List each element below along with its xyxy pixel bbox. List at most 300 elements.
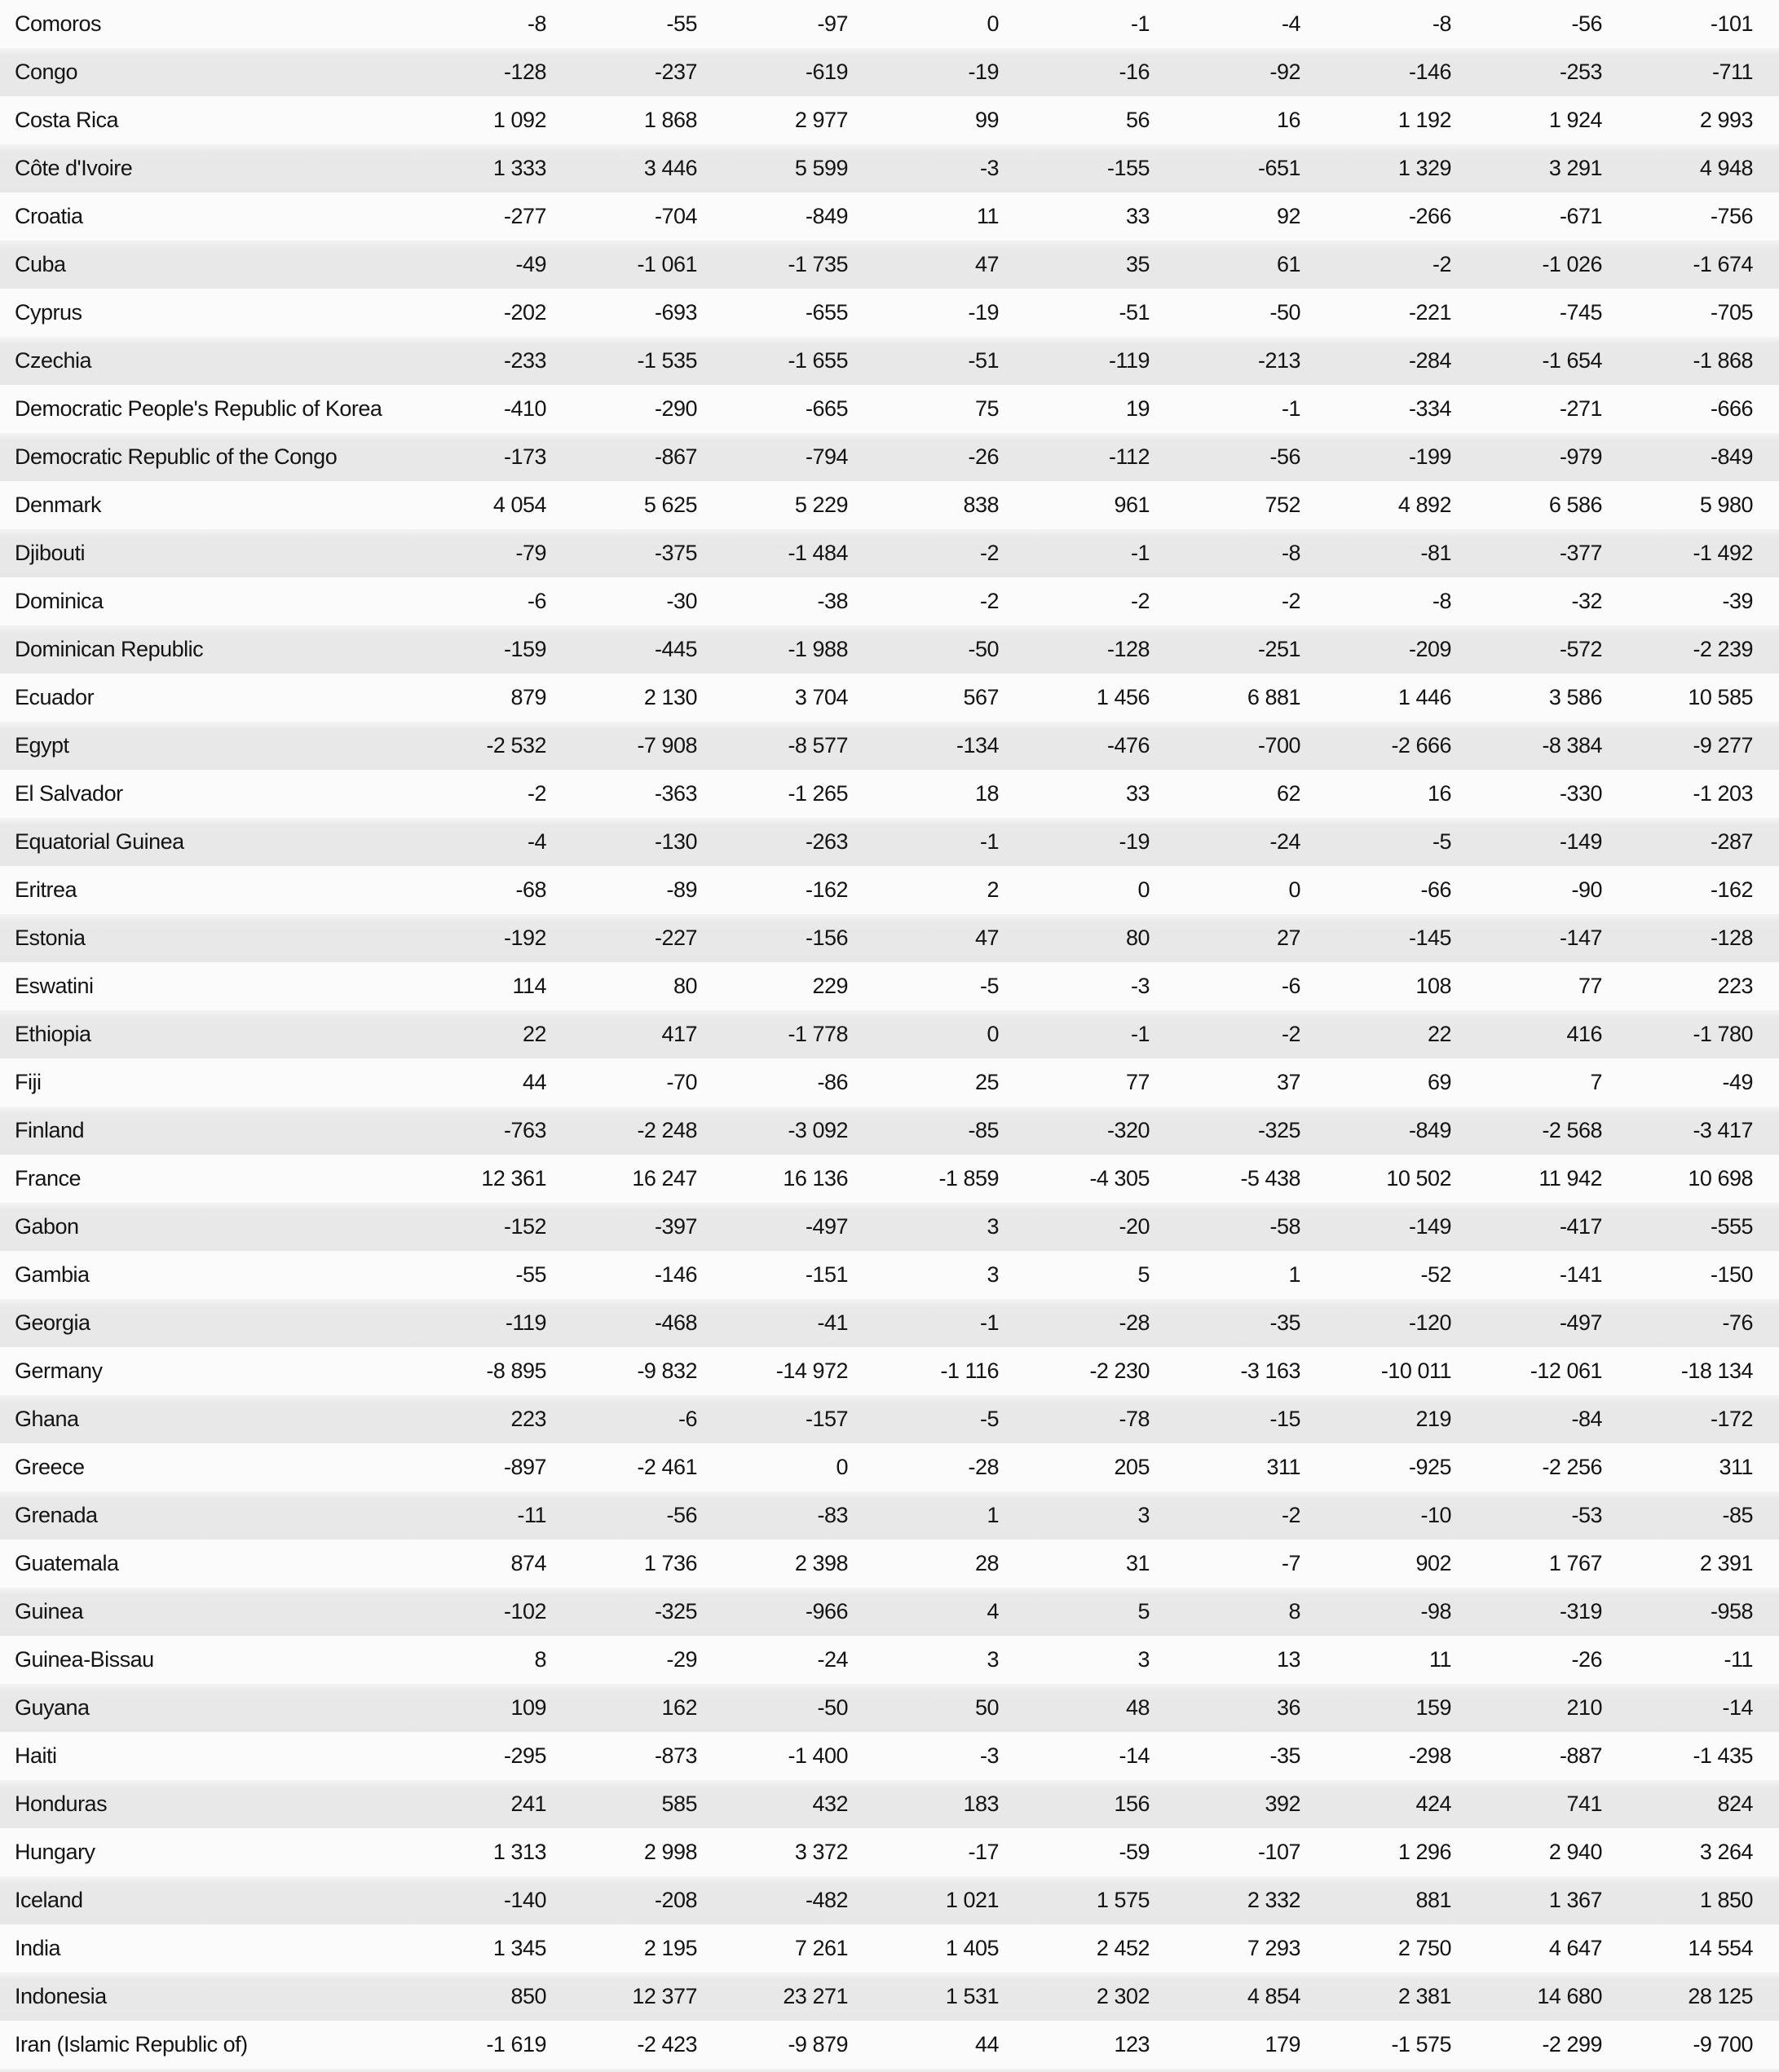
table-row [0, 385, 1779, 433]
table-row [0, 1107, 1779, 1155]
value-cell: -266 [1408, 204, 1451, 228]
value-cell: -38 [817, 589, 848, 613]
value-cell: -287 [1710, 829, 1753, 854]
value-cell: -26 [1571, 1647, 1602, 1672]
table-row [0, 625, 1779, 674]
table-row [0, 914, 1779, 962]
value-cell: -320 [1106, 1118, 1150, 1142]
value-cell: -849 [1408, 1118, 1451, 1142]
value-cell: -128 [1710, 926, 1753, 950]
value-cell: -2 [1130, 589, 1150, 613]
country-name-cell: Djibouti [15, 541, 86, 565]
value-cell: -666 [1710, 396, 1753, 421]
value-cell: 162 [661, 1695, 697, 1720]
value-cell: -119 [1108, 348, 1150, 373]
value-cell: -24 [817, 1647, 848, 1672]
value-cell: -50 [968, 637, 999, 661]
country-name-cell: Hungary [15, 1840, 95, 1864]
value-cell: -140 [503, 1888, 546, 1912]
value-cell: -482 [805, 1888, 848, 1912]
country-name-cell: France [15, 1166, 82, 1191]
country-name-cell: Finland [15, 1118, 85, 1142]
value-cell: -284 [1408, 348, 1451, 373]
value-cell: 1 333 [492, 156, 546, 180]
country-name-cell: El Salvador [15, 781, 123, 806]
value-cell: 22 [522, 1022, 546, 1046]
country-name-cell: Dominica [15, 589, 104, 613]
value-cell: -162 [805, 877, 848, 902]
value-cell: 13 [1276, 1647, 1300, 1672]
value-cell: -20 [1119, 1214, 1150, 1239]
value-cell: 4 948 [1699, 156, 1753, 180]
value-cell: -887 [1559, 1743, 1602, 1768]
value-cell: 108 [1415, 974, 1451, 998]
value-cell: -1 868 [1693, 348, 1753, 373]
value-cell: 1 [1288, 1262, 1300, 1287]
value-cell: -172 [1710, 1407, 1753, 1431]
table-row [0, 577, 1779, 625]
value-cell: -97 [817, 11, 848, 36]
value-cell: -120 [1408, 1310, 1451, 1335]
country-name-cell: Ghana [15, 1407, 79, 1431]
value-cell: -68 [515, 877, 546, 902]
value-cell: 850 [510, 1984, 546, 2008]
value-cell: 0 [987, 11, 999, 36]
value-cell: 16 136 [783, 1166, 848, 1191]
value-cell: -873 [654, 1743, 697, 1768]
value-cell: 5 980 [1699, 493, 1753, 517]
value-cell: -671 [1559, 204, 1602, 228]
value-cell: 8 [1288, 1599, 1300, 1624]
value-cell: 1 296 [1397, 1840, 1451, 1864]
value-cell: -745 [1559, 300, 1602, 325]
value-cell: 156 [1114, 1791, 1150, 1816]
value-cell: -445 [654, 637, 697, 661]
table-row [0, 1924, 1779, 1973]
value-cell: -375 [654, 541, 697, 565]
value-cell: -263 [805, 829, 848, 854]
value-cell: -28 [1119, 1310, 1150, 1335]
value-cell: -53 [1571, 1503, 1602, 1527]
value-cell: -145 [1408, 926, 1451, 950]
value-cell: 2 381 [1397, 1984, 1451, 2008]
value-cell: 824 [1717, 1791, 1753, 1816]
value-cell: -1 674 [1693, 252, 1753, 276]
value-cell: 62 [1276, 781, 1300, 806]
value-cell: -2 423 [637, 2032, 697, 2057]
value-cell: -128 [503, 60, 546, 84]
value-cell: -208 [654, 1888, 697, 1912]
value-cell: -1 203 [1693, 781, 1753, 806]
value-cell: -2 248 [637, 1118, 697, 1142]
table-row [0, 1828, 1779, 1876]
value-cell: 50 [974, 1695, 999, 1720]
value-cell: 961 [1114, 493, 1150, 517]
table-row [0, 1010, 1779, 1058]
value-cell: 3 446 [643, 156, 697, 180]
value-cell: -2 [1281, 589, 1300, 613]
value-cell: -149 [1408, 1214, 1451, 1239]
table-row [0, 1684, 1779, 1732]
country-name-cell: Haiti [15, 1743, 57, 1768]
value-cell: -756 [1710, 204, 1753, 228]
value-cell: -277 [503, 204, 546, 228]
value-cell: -2 666 [1391, 733, 1451, 758]
value-cell: -81 [1420, 541, 1451, 565]
value-cell: 1 405 [945, 1936, 999, 1960]
table-row [0, 1780, 1779, 1828]
value-cell: -979 [1559, 444, 1602, 469]
value-cell: -711 [1711, 60, 1753, 84]
value-cell: 1 192 [1397, 108, 1451, 132]
value-cell: 585 [661, 1791, 697, 1816]
country-name-cell: Germany [15, 1359, 103, 1383]
value-cell: 229 [812, 974, 848, 998]
value-cell: -50 [1269, 300, 1300, 325]
value-cell: -107 [1257, 1840, 1300, 1864]
value-cell: 205 [1114, 1455, 1150, 1479]
value-cell: -655 [805, 300, 848, 325]
value-cell: -15 [1269, 1407, 1300, 1431]
value-cell: 7 [1590, 1070, 1602, 1094]
value-cell: 311 [1719, 1455, 1753, 1479]
country-name-cell: Gabon [15, 1214, 79, 1239]
value-cell: 417 [661, 1022, 697, 1046]
value-cell: 35 [1125, 252, 1150, 276]
value-cell: -319 [1559, 1599, 1602, 1624]
value-cell: -7 [1281, 1551, 1300, 1575]
value-cell: 1 [987, 1503, 999, 1527]
value-cell: -16 [1119, 60, 1150, 84]
value-cell: 424 [1415, 1791, 1451, 1816]
value-cell: 28 [974, 1551, 999, 1575]
value-cell: 19 [1125, 396, 1150, 421]
value-cell: -3 163 [1240, 1359, 1300, 1383]
value-cell: -10 [1420, 1503, 1451, 1527]
table-row [0, 241, 1779, 289]
value-cell: 8 [534, 1647, 546, 1672]
value-cell: -2 239 [1693, 637, 1753, 661]
value-cell: -397 [654, 1214, 697, 1239]
value-cell: 183 [963, 1791, 999, 1816]
value-cell: -149 [1559, 829, 1602, 854]
value-cell: -5 [1432, 829, 1451, 854]
value-cell: -199 [1408, 444, 1451, 469]
value-cell: -651 [1257, 156, 1300, 180]
value-cell: 11 [976, 204, 999, 228]
value-cell: 1 850 [1699, 1888, 1753, 1912]
value-cell: 16 [1427, 781, 1451, 806]
value-cell: 0 [1288, 877, 1300, 902]
table-row [0, 770, 1779, 818]
value-cell: -1 778 [788, 1022, 848, 1046]
value-cell: -1 [979, 1310, 999, 1335]
value-cell: 416 [1566, 1022, 1602, 1046]
value-cell: -90 [1571, 877, 1602, 902]
country-name-cell: Egypt [15, 733, 69, 758]
value-cell: -4 305 [1089, 1166, 1150, 1191]
value-cell: -9 277 [1693, 733, 1753, 758]
value-cell: 1 329 [1397, 156, 1451, 180]
value-cell: 2 130 [643, 685, 697, 709]
table-row [0, 674, 1779, 722]
value-cell: -410 [503, 396, 546, 421]
country-name-cell: Comoros [15, 11, 102, 36]
value-cell: -19 [968, 60, 999, 84]
value-cell: 5 599 [794, 156, 848, 180]
value-cell: -26 [968, 444, 999, 469]
country-name-cell: Czechia [15, 348, 92, 373]
value-cell: -2 [979, 589, 999, 613]
value-cell: -1 735 [788, 252, 848, 276]
table-row [0, 433, 1779, 481]
value-cell: -8 [1281, 541, 1300, 565]
value-cell: -151 [805, 1262, 848, 1287]
value-cell: -849 [805, 204, 848, 228]
value-cell: -28 [968, 1455, 999, 1479]
value-cell: -867 [654, 444, 697, 469]
country-name-cell: Democratic Republic of the Congo [15, 444, 338, 469]
table-row [0, 1058, 1779, 1107]
value-cell: 874 [510, 1551, 546, 1575]
value-cell: -1 780 [1693, 1022, 1753, 1046]
value-cell: 3 264 [1699, 1840, 1753, 1864]
value-cell: 311 [1266, 1455, 1300, 1479]
value-cell: -476 [1106, 733, 1150, 758]
value-cell: -7 908 [637, 733, 697, 758]
value-cell: -119 [505, 1310, 546, 1335]
value-cell: -897 [503, 1455, 546, 1479]
value-cell: -49 [1722, 1070, 1753, 1094]
value-cell: -9 700 [1693, 2032, 1753, 2057]
country-name-cell: Eswatini [15, 974, 94, 998]
value-cell: 1 736 [643, 1551, 697, 1575]
table-row [0, 866, 1779, 914]
value-cell: -700 [1257, 733, 1300, 758]
value-cell: -497 [805, 1214, 848, 1239]
table-row [0, 96, 1779, 144]
value-cell: -468 [654, 1310, 697, 1335]
country-name-cell: Iran (Islamic Republic of) [15, 2032, 248, 2057]
table-row [0, 2021, 1779, 2069]
value-cell: -8 [527, 11, 546, 36]
value-cell: 37 [1276, 1070, 1300, 1094]
table-row [0, 529, 1779, 577]
value-cell: 3 [987, 1647, 999, 1672]
country-name-cell: Cuba [15, 252, 66, 276]
table-row [0, 48, 1779, 96]
table-row [0, 1732, 1779, 1780]
value-cell: 2 195 [643, 1936, 697, 1960]
value-cell: -1 435 [1693, 1743, 1753, 1768]
value-cell: -1 484 [788, 541, 848, 565]
value-cell: -157 [805, 1407, 848, 1431]
value-cell: -704 [654, 204, 697, 228]
value-cell: 3 [987, 1262, 999, 1287]
value-cell: 12 377 [632, 1984, 697, 2008]
value-cell: 223 [1717, 974, 1753, 998]
value-cell: 4 054 [492, 493, 546, 517]
table-row [0, 722, 1779, 770]
value-cell: 2 302 [1096, 1984, 1150, 2008]
value-cell: -92 [1269, 60, 1300, 84]
country-name-cell: Indonesia [15, 1984, 107, 2008]
value-cell: -4 [1281, 11, 1300, 36]
value-cell: -227 [654, 926, 697, 950]
value-cell: 114 [512, 974, 546, 998]
value-cell: 69 [1427, 1070, 1451, 1094]
value-cell: 92 [1276, 204, 1300, 228]
table-row [0, 1636, 1779, 1684]
value-cell: 1 575 [1096, 1888, 1150, 1912]
value-cell: 3 291 [1548, 156, 1602, 180]
value-cell: -70 [666, 1070, 697, 1094]
value-cell: 179 [1265, 2032, 1300, 2057]
table-row [0, 289, 1779, 337]
value-cell: 838 [963, 493, 999, 517]
value-cell: 0 [987, 1022, 999, 1046]
value-cell: 1 021 [945, 1888, 999, 1912]
value-cell: -146 [654, 1262, 697, 1287]
value-cell: -2 [1281, 1503, 1300, 1527]
value-cell: 27 [1276, 926, 1300, 950]
value-cell: 3 [1137, 1503, 1150, 1527]
value-cell: -6 [1281, 974, 1300, 998]
value-cell: -24 [1269, 829, 1300, 854]
value-cell: -39 [1722, 589, 1753, 613]
table-row [0, 144, 1779, 192]
value-cell: -325 [654, 1599, 697, 1624]
value-cell: -1 655 [788, 348, 848, 373]
value-cell: 1 767 [1548, 1551, 1602, 1575]
value-cell: 75 [974, 396, 999, 421]
value-cell: 36 [1276, 1695, 1300, 1720]
value-cell: -1 [1130, 11, 1150, 36]
value-cell: 77 [1578, 974, 1602, 998]
value-cell: 432 [812, 1791, 848, 1816]
value-cell: 109 [510, 1695, 546, 1720]
value-cell: 11 [1428, 1647, 1451, 1672]
value-cell: -1 116 [940, 1359, 999, 1383]
value-cell: -58 [1269, 1214, 1300, 1239]
value-cell: 5 [1137, 1599, 1150, 1624]
value-cell: 48 [1125, 1695, 1150, 1720]
value-cell: -141 [1559, 1262, 1602, 1287]
country-name-cell: Grenada [15, 1503, 98, 1527]
value-cell: 2 391 [1699, 1551, 1753, 1575]
value-cell: 44 [522, 1070, 546, 1094]
value-cell: 4 647 [1548, 1936, 1602, 1960]
value-cell: 56 [1125, 108, 1150, 132]
value-cell: -59 [1119, 1840, 1150, 1864]
value-cell: 18 [974, 781, 999, 806]
value-cell: -958 [1710, 1599, 1753, 1624]
value-cell: -56 [666, 1503, 697, 1527]
country-name-cell: Costa Rica [15, 108, 119, 132]
value-cell: -2 230 [1089, 1359, 1150, 1383]
value-cell: -1 265 [788, 781, 848, 806]
value-cell: -19 [968, 300, 999, 325]
value-cell: -3 [979, 1743, 999, 1768]
value-cell: 22 [1427, 1022, 1451, 1046]
value-cell: -5 [979, 974, 999, 998]
value-cell: 1 092 [492, 108, 546, 132]
value-cell: -295 [503, 1743, 546, 1768]
country-name-cell: Democratic People's Republic of Korea [15, 396, 382, 421]
value-cell: -3 092 [788, 1118, 848, 1142]
table-row [0, 818, 1779, 866]
table-row [0, 1540, 1779, 1588]
table-row [0, 1299, 1779, 1347]
value-cell: -794 [805, 444, 848, 469]
value-cell: -162 [1710, 877, 1753, 902]
value-cell: -192 [503, 926, 546, 950]
value-cell: -52 [1420, 1262, 1451, 1287]
value-cell: -1 619 [486, 2032, 546, 2057]
value-cell: -2 461 [637, 1455, 697, 1479]
table-row [0, 1491, 1779, 1540]
table-row [0, 1155, 1779, 1203]
value-cell: -705 [1710, 300, 1753, 325]
value-cell: 14 554 [1688, 1936, 1753, 1960]
value-cell: -102 [503, 1599, 546, 1624]
value-cell: -18 134 [1680, 1359, 1753, 1383]
country-name-cell: Guatemala [15, 1551, 119, 1575]
value-cell: 219 [1415, 1407, 1451, 1431]
value-cell: 77 [1125, 1070, 1150, 1094]
value-cell: -221 [1408, 300, 1451, 325]
value-cell: 16 247 [632, 1166, 697, 1191]
value-cell: -213 [1257, 348, 1300, 373]
value-cell: 3 [987, 1214, 999, 1239]
value-cell: -146 [1408, 60, 1451, 84]
value-cell: -150 [1710, 1262, 1753, 1287]
value-cell: 879 [510, 685, 546, 709]
value-cell: 10 585 [1688, 685, 1753, 709]
value-cell: 223 [510, 1407, 546, 1431]
value-cell: 2 977 [794, 108, 848, 132]
value-cell: -1 988 [788, 637, 848, 661]
country-name-cell: Guyana [15, 1695, 90, 1720]
value-cell: 2 398 [794, 1551, 848, 1575]
value-cell: 5 625 [643, 493, 697, 517]
value-cell: -1 859 [938, 1166, 999, 1191]
value-cell: 2 332 [1247, 1888, 1300, 1912]
table-row [0, 481, 1779, 529]
value-cell: 6 586 [1548, 493, 1602, 517]
value-cell: -14 [1722, 1695, 1753, 1720]
country-name-cell: Ecuador [15, 685, 95, 709]
value-cell: 4 [987, 1599, 999, 1624]
country-name-cell: Eritrea [15, 877, 77, 902]
country-name-cell: Guinea-Bissau [15, 1647, 154, 1672]
value-cell: 1 868 [643, 108, 697, 132]
value-cell: -271 [1559, 396, 1602, 421]
value-cell: 80 [673, 974, 697, 998]
value-cell: 80 [1125, 926, 1150, 950]
value-cell: -290 [654, 396, 697, 421]
value-cell: -8 [1432, 589, 1451, 613]
value-cell: -497 [1559, 1310, 1602, 1335]
value-cell: 7 261 [794, 1936, 848, 1960]
value-cell: 2 940 [1548, 1840, 1602, 1864]
value-cell: -76 [1722, 1310, 1753, 1335]
value-cell: 0 [836, 1455, 848, 1479]
country-name-cell: Equatorial Guinea [15, 829, 184, 854]
value-cell: -209 [1408, 637, 1451, 661]
value-cell: -79 [515, 541, 546, 565]
value-cell: 741 [1566, 1791, 1602, 1816]
